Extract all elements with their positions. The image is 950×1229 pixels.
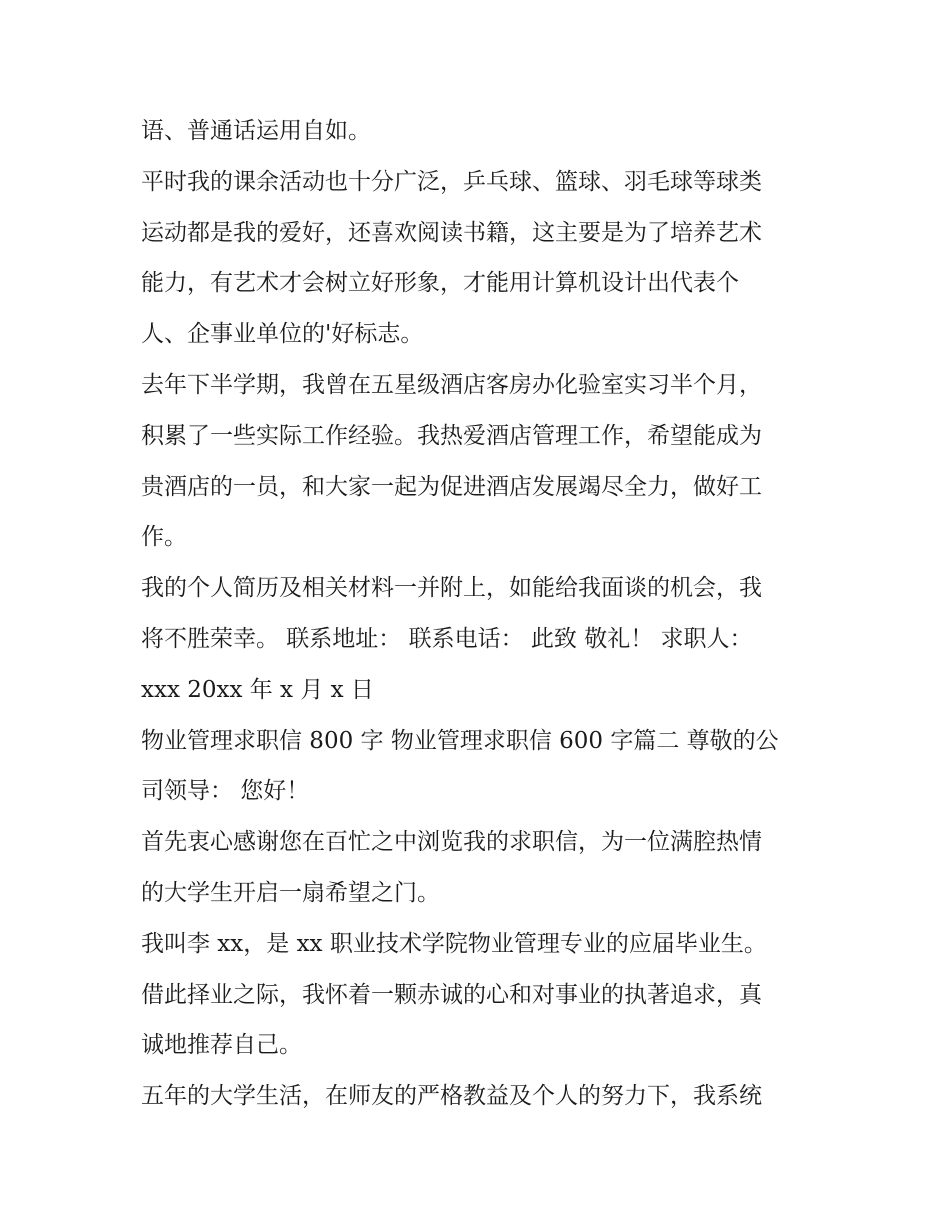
text-line: 人、企事业单位的'好标志。 <box>141 321 424 348</box>
text-line: xxx 20xx 年 x 月 x 日 <box>141 676 374 703</box>
text-line: 能力，有艺术才会树立好形象，才能用计算机设计出代表个 <box>141 270 739 297</box>
text-line: 五年的大学生活，在师友的严格教益及个人的努力下，我系统 <box>141 1083 762 1110</box>
text-line: 诚地推荐自己。 <box>141 1032 302 1059</box>
text-line: 物业管理求职信 800 字 物业管理求职信 600 字篇二 尊敬的公 <box>141 727 779 754</box>
text-line: 我叫李 xx，是 xx 职业技术学院物业管理专业的应届毕业生。 <box>141 930 767 957</box>
text-line: 首先衷心感谢您在百忙之中浏览我的求职信，为一位满腔热情 <box>141 829 762 856</box>
text-line: 去年下半学期，我曾在五星级酒店客房办化验室实习半个月， <box>141 371 762 398</box>
letter-body <box>141 106 821 1122</box>
text-line: 语、普通话运用自如。 <box>141 118 371 144</box>
text-line: 借此择业之际，我怀着一颗赤诚的心和对事业的执著追求，真 <box>141 981 762 1008</box>
text-line: 平时我的课余活动也十分广泛，乒乓球、篮球、羽毛球等球类 <box>141 168 762 195</box>
text-line: 将不胜荣幸。 联系地址： 联系电话： 此致 敬礼！ 求职人： <box>141 625 753 652</box>
text-line: 积累了一些实际工作经验。我热爱酒店管理工作，希望能成为 <box>141 422 762 449</box>
text-line: 贵酒店的一员，和大家一起为促进酒店发展竭尽全力，做好工 <box>141 473 762 500</box>
text-line: 司领导： 您好！ <box>141 778 310 805</box>
text-line: 的大学生开启一扇希望之门。 <box>141 879 440 906</box>
text-line: 运动都是我的爱好，还喜欢阅读书籍，这主要是为了培养艺术 <box>141 219 762 246</box>
text-line: 我的个人简历及相关材料一并附上，如能给我面谈的机会，我 <box>141 575 762 602</box>
text-line: 作。 <box>141 524 187 551</box>
